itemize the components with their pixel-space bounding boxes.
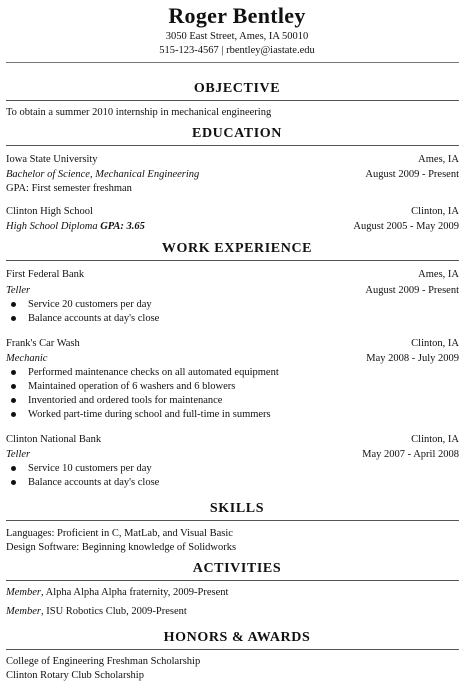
section-divider-education	[6, 145, 459, 146]
bullet-icon	[11, 466, 16, 471]
job-role: Teller	[6, 285, 31, 296]
section-title-education: EDUCATION	[192, 126, 282, 141]
section-divider-honors	[6, 649, 459, 650]
degree: Bachelor of Science, Mechanical Engineering	[6, 169, 200, 180]
resume-page: Roger Bentley 3050 East Street, Ames, IA 50010 515-123-4567 | rbentley@iastate.edu OBJECTIVE To obtain a summer 2010 internship in mechanical engineering EDUCATION Iowa State University Ames, IA Bachelor of Science, Mechanical Engineering August 2009 - Present GPA: First semester freshman Clinton High School Clinton, IA High School Diploma GPA: 3.65 August 2005 - May 2009 WORK EXPERIENCE First Federal Bank Ames, IA Teller August 2009 - Present Service 20 customers per day Balance accounts at day's close Frank's Car Wash Clinton, IA Mechanic May 2008 - July 2009 Performed maintenance checks on all automated equipment Maintained operation of 6 washers and 6 blowers Inventoried and ordered tools for maintenance Worked part-time during school and full-time in summers Clinton National Bank Clinton, IA Teller May 2007 - April 2008 Service 10 customers per day Balance accounts at day's close SKILLS Languages: Proficient in C, MatLab, and Visual Basic Design Software: Beginning knowledge of Solidworks ACTIVITIES Member, Alpha Alpha Alpha fraternity, 2009-Present Member, ISU Robotics Club, 2009-Present HONORS & AWARDS College of Engineering Freshman Scholarship Clinton Rotary Club Scholarship	[0, 0, 474, 685]
list-item: Maintained operation of 6 washers and 6 blowers	[6, 380, 459, 394]
section-title-work: WORK EXPERIENCE	[161, 241, 313, 256]
bullet-icon	[11, 398, 16, 403]
school-name: Iowa State University	[6, 154, 98, 165]
job-role: Mechanic	[6, 353, 48, 364]
employer: Frank's Car Wash	[6, 338, 80, 349]
job-2-bullets	[6, 366, 459, 422]
gpa-note: GPA: First semester freshman	[6, 183, 132, 194]
list-item: Service 20 customers per day	[6, 298, 459, 312]
section-divider-objective	[6, 100, 459, 101]
gpa: GPA: 3.65	[100, 221, 145, 232]
employer: Clinton National Bank	[6, 434, 102, 445]
job-dates: May 2007 - April 2008	[362, 449, 459, 460]
contact-info: 515-123-4567 | rbentley@iastate.edu	[159, 45, 315, 56]
bullet-icon	[11, 370, 16, 375]
job-1-bullets	[6, 298, 459, 326]
bullet-icon	[11, 316, 16, 321]
bullet-icon	[11, 384, 16, 389]
job-dates: May 2008 - July 2009	[366, 353, 459, 364]
bullet-icon	[11, 412, 16, 417]
section-divider-work	[6, 260, 459, 261]
job-role: Teller	[6, 449, 31, 460]
resume-name: Roger Bentley	[168, 3, 306, 28]
employer: First Federal Bank	[6, 269, 85, 280]
header-divider	[6, 62, 459, 63]
address: 3050 East Street, Ames, IA 50010	[165, 31, 309, 42]
section-divider-skills	[6, 520, 459, 521]
job-location: Clinton, IA	[411, 434, 459, 445]
section-title-objective: OBJECTIVE	[193, 81, 281, 96]
section-divider-activities	[6, 580, 459, 581]
section-title-skills: SKILLS	[209, 501, 265, 516]
list-item: Inventoried and ordered tools for maintenance	[6, 394, 459, 408]
section-title-activities: ACTIVITIES	[192, 561, 282, 576]
education-dates: August 2005 - May 2009	[353, 221, 459, 232]
list-item: Service 10 customers per day	[6, 462, 459, 476]
bullet-icon	[11, 302, 16, 307]
job-3-bullets	[6, 462, 459, 490]
school-location: Ames, IA	[418, 154, 459, 165]
degree: High School Diploma	[6, 221, 98, 232]
job-location: Clinton, IA	[411, 338, 459, 349]
school-name: Clinton High School	[6, 206, 93, 217]
list-item: Balance accounts at day's close	[6, 476, 459, 490]
section-title-honors: HONORS & AWARDS	[163, 630, 311, 645]
job-location: Ames, IA	[418, 269, 459, 280]
job-dates: August 2009 - Present	[365, 285, 459, 296]
list-item: Worked part-time during school and full-time in summers	[6, 408, 459, 422]
education-dates: August 2009 - Present	[365, 169, 459, 180]
school-location: Clinton, IA	[411, 206, 459, 217]
bullet-icon	[11, 480, 16, 485]
list-item: Balance accounts at day's close	[6, 312, 459, 326]
list-item: Performed maintenance checks on all automated equipment	[6, 366, 459, 380]
